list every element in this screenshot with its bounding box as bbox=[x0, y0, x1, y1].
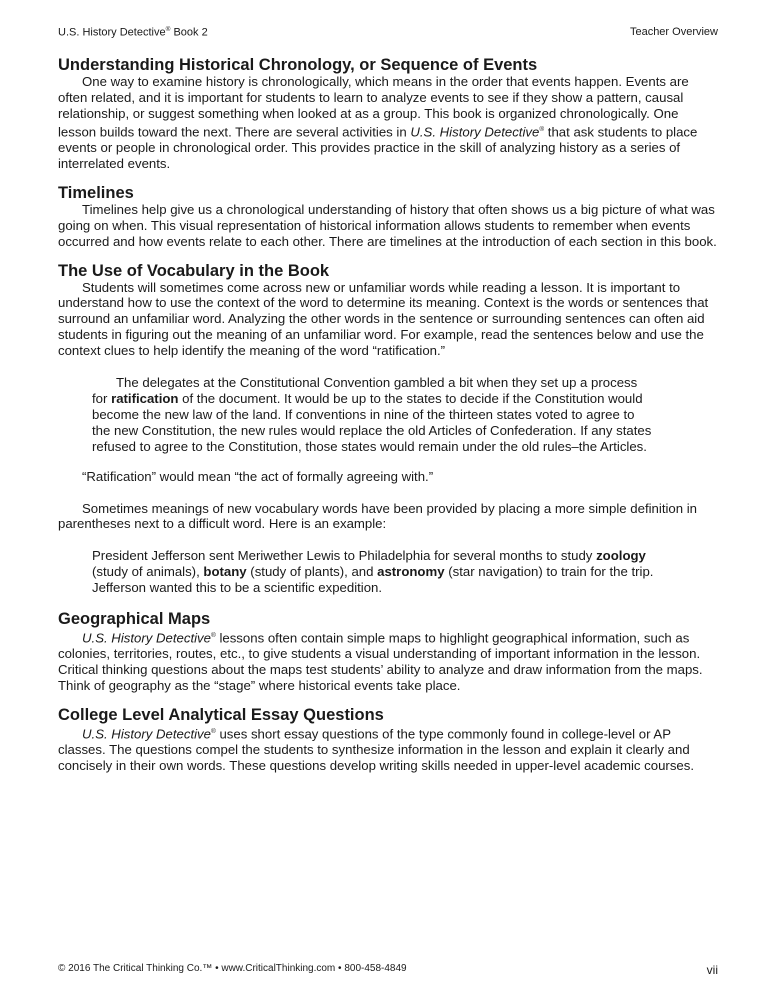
header-section-label: Teacher Overview bbox=[629, 26, 718, 38]
page-header bbox=[58, 26, 718, 39]
heading-essay: College Level Analytical Essay Questions bbox=[58, 706, 384, 725]
paragraph-essay: U.S. History Detective® uses short essay questions of the type commonly found in college-level or AP classes. The questions compel the students to synthesize information in the lesson and explain it clearly and concisely in their own words. These questions develop writing skills needed in upper-level academic courses. bbox=[58, 726, 695, 774]
page-number: vii bbox=[706, 963, 718, 977]
heading-timelines: Timelines bbox=[58, 183, 134, 202]
page-content bbox=[58, 56, 718, 786]
heading-maps: Geographical Maps bbox=[58, 610, 211, 629]
section-timelines bbox=[58, 184, 718, 250]
example-quote-ratification: The delegates at the Constitutional Convention gambled a bit when they set up a process for ratification of the document. It would be up to the states to decide if the Constitution would become the new law of the land. If conventions in nine of the thirteen states voted to agree to the new Constitution, the new rules would replace the old Articles of Confederation. If any states refused to agree to the Constitution, those states would remain under the old rules–the Articles. bbox=[92, 375, 652, 454]
paragraph-maps: U.S. History Detective® lessons often contain simple maps to highlight geographical information, such as colonies, territories, routes, etc., to give students a visual understanding of important information in the lesson. Critical thinking questions about the maps test students’ ability to analyze and draw information from the maps. Think of geography as the “stage” where historical events take place. bbox=[58, 630, 703, 694]
paragraph-vocabulary-parentheses: Sometimes meanings of new vocabulary words have been provided by placing a more simple definition in parentheses next to a difficult word. Here is an example: bbox=[58, 500, 698, 532]
section-essay bbox=[58, 706, 718, 774]
footer-copyright: © 2016 The Critical Thinking Co.™ • www.CriticalThinking.com • 800-458-4849 bbox=[58, 963, 407, 974]
paragraph-timelines: Timelines help give us a chronological understanding of history that often shows us a big picture of what was going on when. This visual representation of historical information allows students to remember when events occurred and how events relate to each other. There are timelines at the introduction of each section in this book. bbox=[58, 201, 717, 249]
section-maps bbox=[58, 610, 718, 694]
page-footer bbox=[58, 963, 718, 977]
example-quote-jefferson: President Jefferson sent Meriwether Lewis to Philadelphia for several months to study zoology (study of animals), botany (study of plants), and astronomy (star navigation) to train for the trip. Jefferson wanted this to be a scientific expedition. bbox=[92, 548, 654, 596]
heading-vocabulary: The Use of Vocabulary in the Book bbox=[58, 261, 330, 280]
section-chronology bbox=[58, 56, 718, 172]
paragraph-vocabulary-intro: Students will sometimes come across new or unfamiliar words while reading a lesson. It is important to understand how to use the context of the word to determine its meaning. Context is the words or sentences that surround an unfamiliar word. Analyzing the other words in the sentence or surrounding sentences can often aid students in figuring out the meaning of an unfamiliar word. For example, read the sentences below and use the context clues to help identify the meaning of the word “ratification.” bbox=[58, 279, 709, 359]
section-vocabulary bbox=[58, 262, 718, 597]
paragraph-chronology: One way to examine history is chronologically, which means in the order that events happen. Events are often related, and it is important for students to learn to analyze events to see if they show a pattern, causal relationship, or suggest something when looked at as a group. This book is organized chronologically. One lesson builds toward the next. There are several activities in U.S. History Detective® that ask students to place events or people in chronological order. This provides practice in the skill of analyzing history as a series of interrelated events. bbox=[58, 74, 698, 171]
header-book-title: U.S. History Detective® Book 2 bbox=[58, 26, 208, 39]
ratification-definition: “Ratification” would mean “the act of formally agreeing with.” bbox=[82, 468, 434, 484]
heading-chronology: Understanding Historical Chronology, or Sequence of Events bbox=[58, 56, 538, 74]
